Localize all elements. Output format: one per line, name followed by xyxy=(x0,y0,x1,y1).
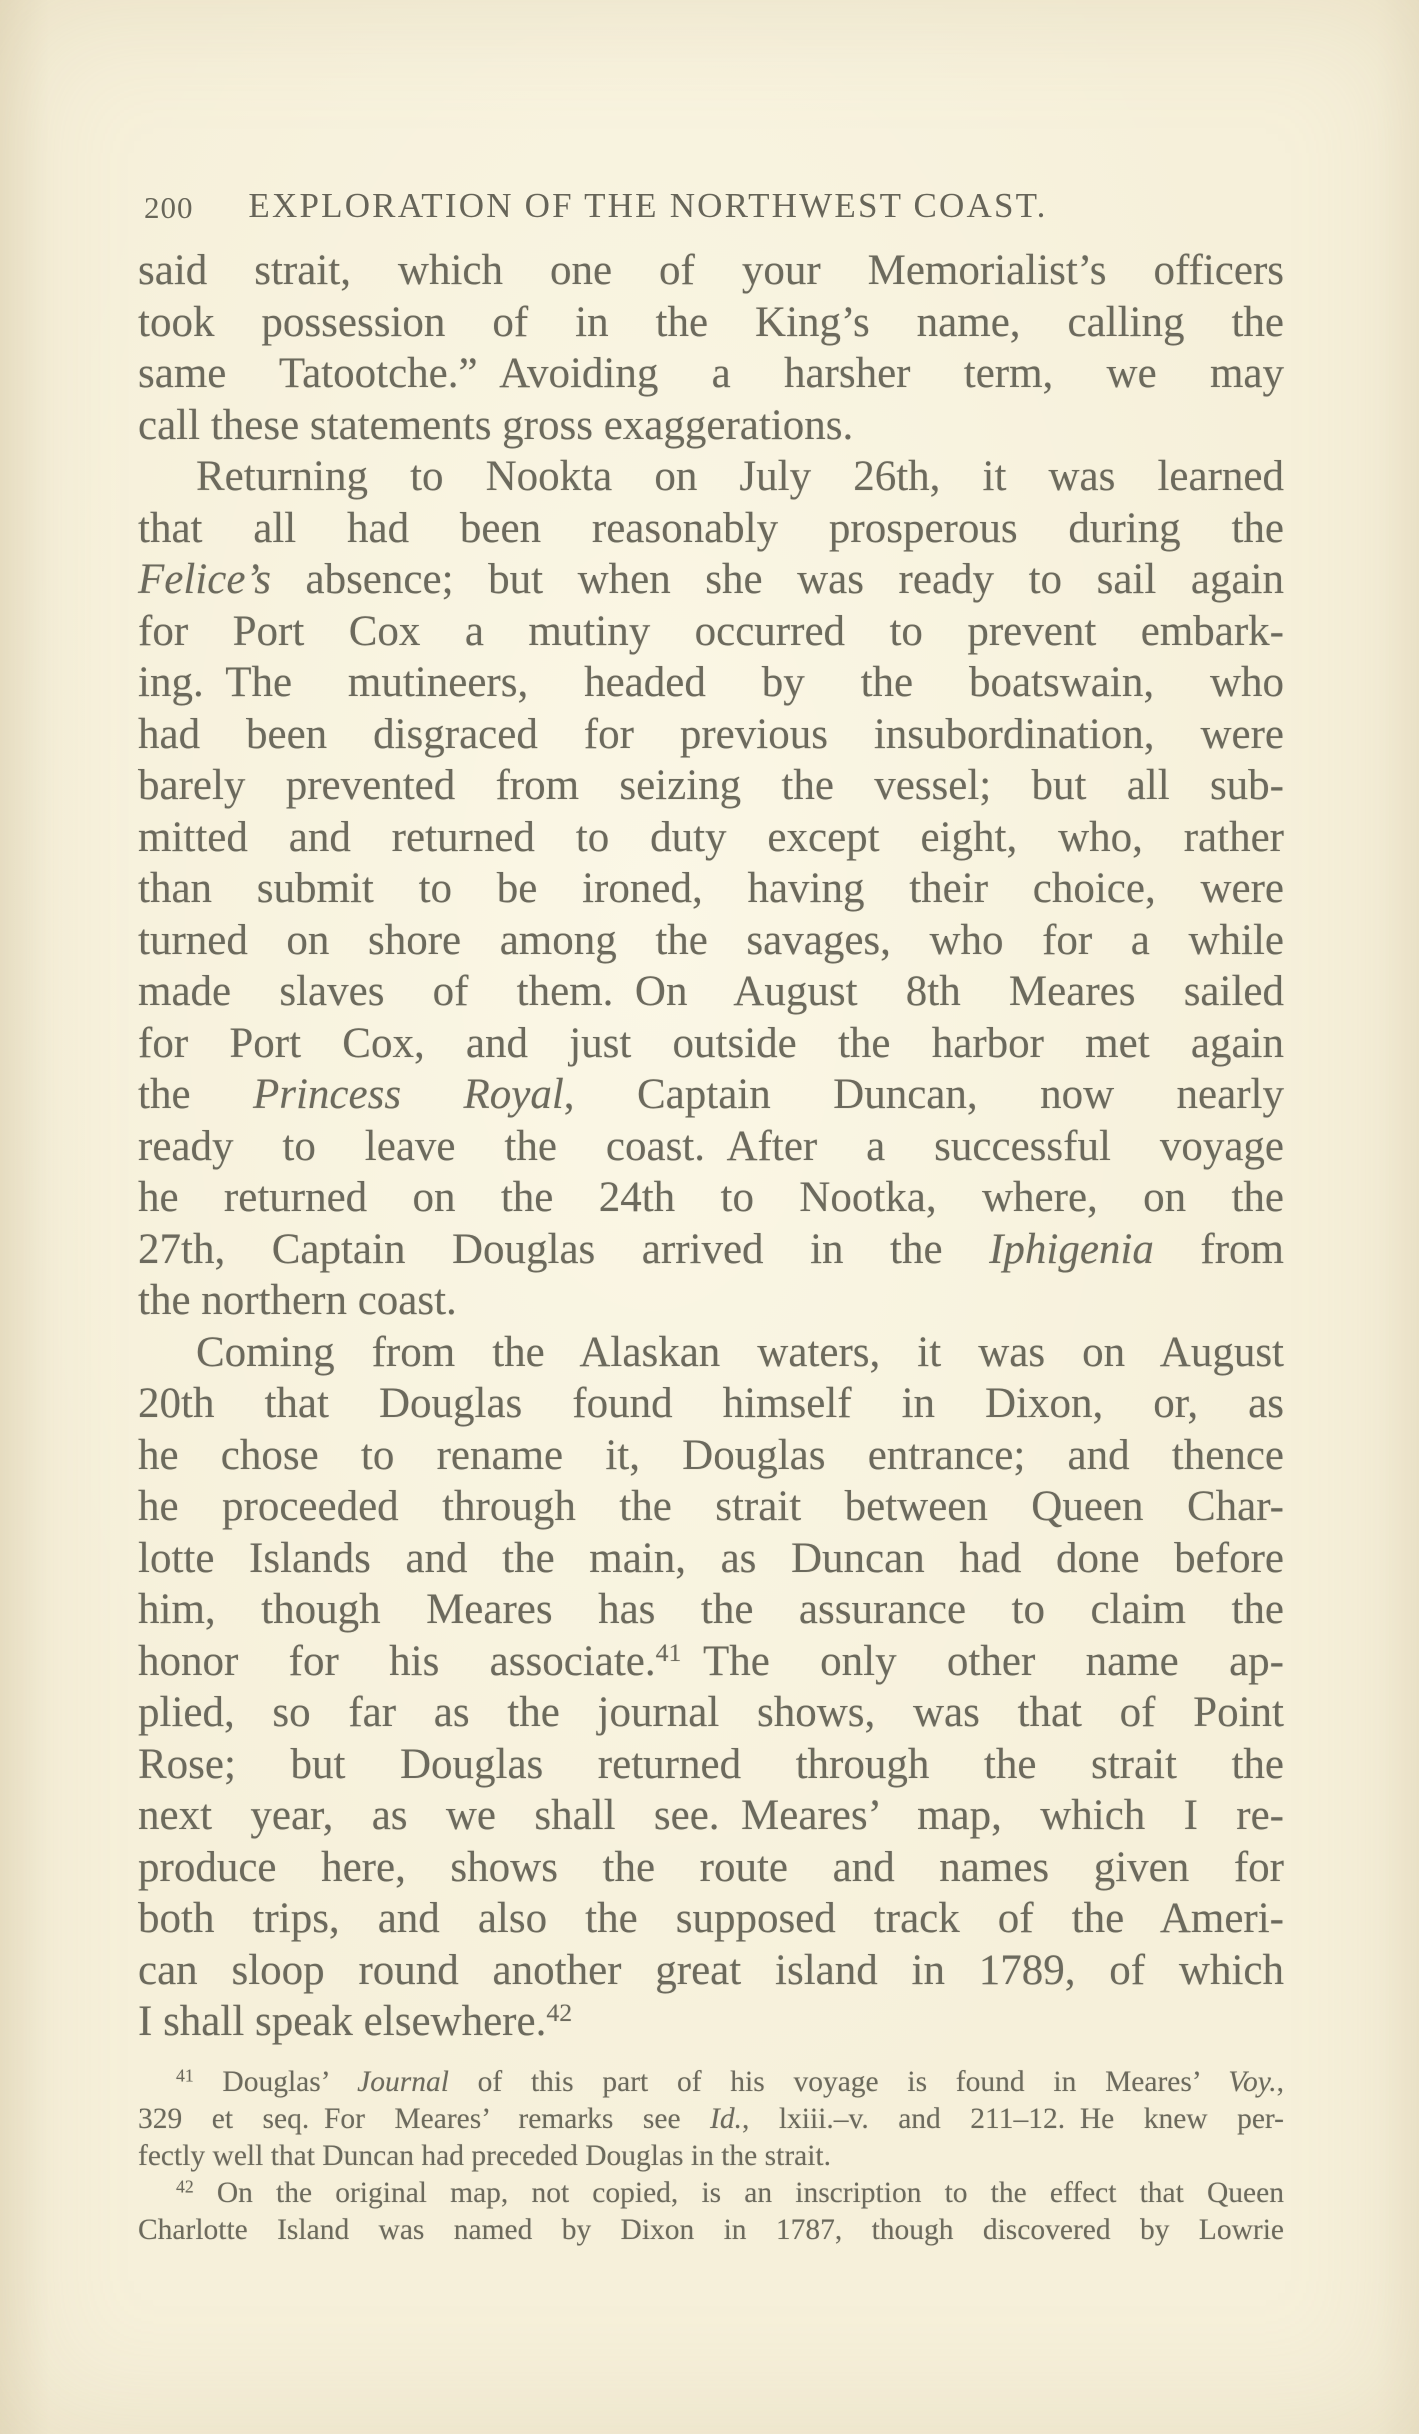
text-line xyxy=(138,606,1284,658)
text-segment: Princess Royal xyxy=(252,1071,564,1118)
text-segment: him, though Meares has the assurance to claim the xyxy=(138,1586,1284,1633)
text-line xyxy=(138,1069,1284,1121)
text-segment: from xyxy=(1153,1225,1284,1273)
text-segment: the xyxy=(138,1071,253,1118)
text-segment: next year, as we shall see. Meares’ map, which I re- xyxy=(138,1792,1284,1839)
text-segment: ing. The mutineers, headed by the boatswain, who xyxy=(138,659,1284,706)
text-segment: took possession of in the King’s name, calling the xyxy=(138,298,1284,346)
text-line xyxy=(138,1172,1284,1224)
text-line xyxy=(138,1945,1284,1997)
text-segment: produce here, shows the route and names given for xyxy=(138,1843,1284,1891)
footnote-marker: 41 xyxy=(655,1637,682,1667)
text-line xyxy=(138,812,1284,864)
text-line xyxy=(138,1687,1284,1739)
text-segment: ready to leave the coast. After a successful voyage xyxy=(138,1122,1284,1170)
text-line xyxy=(138,1378,1284,1430)
text-line xyxy=(138,1636,1284,1688)
text-segment: both trips, and also the supposed track of the Ameri- xyxy=(138,1895,1284,1942)
text-segment: Journal xyxy=(357,2065,449,2098)
text-segment: Charlotte Island was named by Dixon in 1787, though discovered by Lowrie xyxy=(138,2213,1284,2246)
text-segment: The only other name ap- xyxy=(681,1637,1284,1685)
text-line xyxy=(138,1893,1284,1945)
text-segment: that all had been reasonably prosperous during the xyxy=(138,504,1284,552)
text-segment: said strait, which one of your Memorialist’s officers xyxy=(138,247,1284,294)
text-segment: 20th that Douglas found himself in Dixon, or, as xyxy=(138,1380,1284,1427)
footnotes-block xyxy=(138,2064,1284,2249)
text-segment: made slaves of them. On August 8th Meares sailed xyxy=(138,968,1284,1015)
body-text xyxy=(138,245,1284,2048)
text-segment: absence; but when she was ready to sail again xyxy=(270,556,1284,603)
text-segment: fectly well that Duncan had preceded Douglas in the strait. xyxy=(138,2139,832,2172)
text-segment: , Captain Duncan, now nearly xyxy=(563,1071,1284,1118)
text-segment: lotte Islands and the main, as Duncan had done before xyxy=(138,1534,1284,1582)
text-segment: Douglas’ xyxy=(193,2065,358,2098)
text-line xyxy=(138,451,1284,503)
text-segment: turned on shore among the savages, who for a while xyxy=(138,916,1284,964)
text-segment: Returning to Nookta on July 26th, it was learned xyxy=(196,453,1284,500)
text-segment: On the original map, not copied, is an inscription to the effect that Queen xyxy=(193,2176,1284,2209)
text-segment: the northern coast. xyxy=(138,1277,457,1324)
text-segment: Rose; but Douglas returned through the strait the xyxy=(138,1740,1284,1788)
text-line xyxy=(138,1327,1284,1379)
text-segment: Id. xyxy=(710,2102,742,2135)
text-line xyxy=(138,297,1284,349)
text-segment: can sloop round another great island in 1789, of which xyxy=(138,1946,1284,1994)
text-segment: 329 et seq. For Meares’ remarks see xyxy=(138,2102,711,2135)
text-line xyxy=(138,760,1284,812)
text-line xyxy=(138,1739,1284,1791)
text-line xyxy=(138,1018,1284,1070)
text-line xyxy=(138,2175,1284,2212)
text-line xyxy=(138,1481,1284,1533)
text-segment: he chose to rename it, Douglas entrance; and thence xyxy=(138,1431,1284,1479)
text-segment: Voy. xyxy=(1228,2065,1277,2098)
text-segment: , xyxy=(1276,2065,1284,2098)
text-segment: same Tatootche.” Avoiding a harsher term, we may xyxy=(138,350,1284,397)
footnote-marker: 42 xyxy=(176,2175,194,2196)
text-line xyxy=(138,1224,1284,1276)
text-line xyxy=(138,2101,1284,2138)
text-segment: Iphigenia xyxy=(989,1225,1154,1273)
text-line xyxy=(138,554,1284,606)
text-segment: honor for his associate. xyxy=(138,1637,656,1685)
text-line xyxy=(138,245,1284,297)
text-segment: for Port Cox a mutiny occurred to prevent embark- xyxy=(138,607,1284,655)
text-segment: plied, so far as the journal shows, was that of Point xyxy=(138,1689,1284,1736)
text-segment: than submit to be ironed, having their choice, were xyxy=(138,865,1284,912)
text-line xyxy=(138,863,1284,915)
text-line xyxy=(138,1121,1284,1173)
text-line xyxy=(138,1584,1284,1636)
text-line xyxy=(138,966,1284,1018)
text-line xyxy=(138,348,1284,400)
page-header xyxy=(138,183,1284,245)
footnote-marker: 42 xyxy=(546,1997,573,2027)
text-line xyxy=(138,1533,1284,1585)
text-line xyxy=(138,915,1284,967)
text-segment: had been disgraced for previous insubordination, were xyxy=(138,710,1284,758)
text-segment: barely prevented from seizing the vessel; but all sub- xyxy=(138,762,1284,809)
text-line xyxy=(138,1275,1284,1327)
text-segment: , lxiii.–v. and 211–12. He knew per- xyxy=(741,2102,1284,2135)
page-content xyxy=(138,183,1284,2249)
text-line xyxy=(138,709,1284,761)
text-segment: for Port Cox, and just outside the harbor met again xyxy=(138,1019,1284,1067)
footnote-marker: 41 xyxy=(176,2064,194,2085)
text-line xyxy=(138,1790,1284,1842)
text-line xyxy=(138,503,1284,555)
text-line xyxy=(138,2212,1284,2249)
text-segment: mitted and returned to duty except eight, who, rather xyxy=(138,813,1284,861)
text-line xyxy=(138,657,1284,709)
text-line xyxy=(138,1842,1284,1894)
text-line xyxy=(138,400,1284,452)
text-segment: I shall speak elsewhere. xyxy=(138,1998,547,2045)
page-number: 200 xyxy=(144,190,194,225)
text-segment: of this part of his voyage is found in Meares’ xyxy=(448,2065,1229,2098)
text-segment: 27th, Captain Douglas arrived in the xyxy=(138,1225,990,1273)
text-segment: he proceeded through the strait between Queen Char- xyxy=(138,1483,1284,1530)
text-segment: he returned on the 24th to Nootka, where, on the xyxy=(138,1174,1284,1221)
text-line xyxy=(138,2138,1284,2175)
text-segment: Felice’s xyxy=(138,556,271,603)
text-line xyxy=(138,1996,1284,2048)
text-segment: Coming from the Alaskan waters, it was on August xyxy=(196,1328,1284,1376)
running-header: EXPLORATION OF THE NORTHWEST COAST. xyxy=(248,186,1048,225)
text-line xyxy=(138,1430,1284,1482)
text-segment: call these statements gross exaggerations. xyxy=(138,401,854,449)
text-line xyxy=(138,2064,1284,2101)
